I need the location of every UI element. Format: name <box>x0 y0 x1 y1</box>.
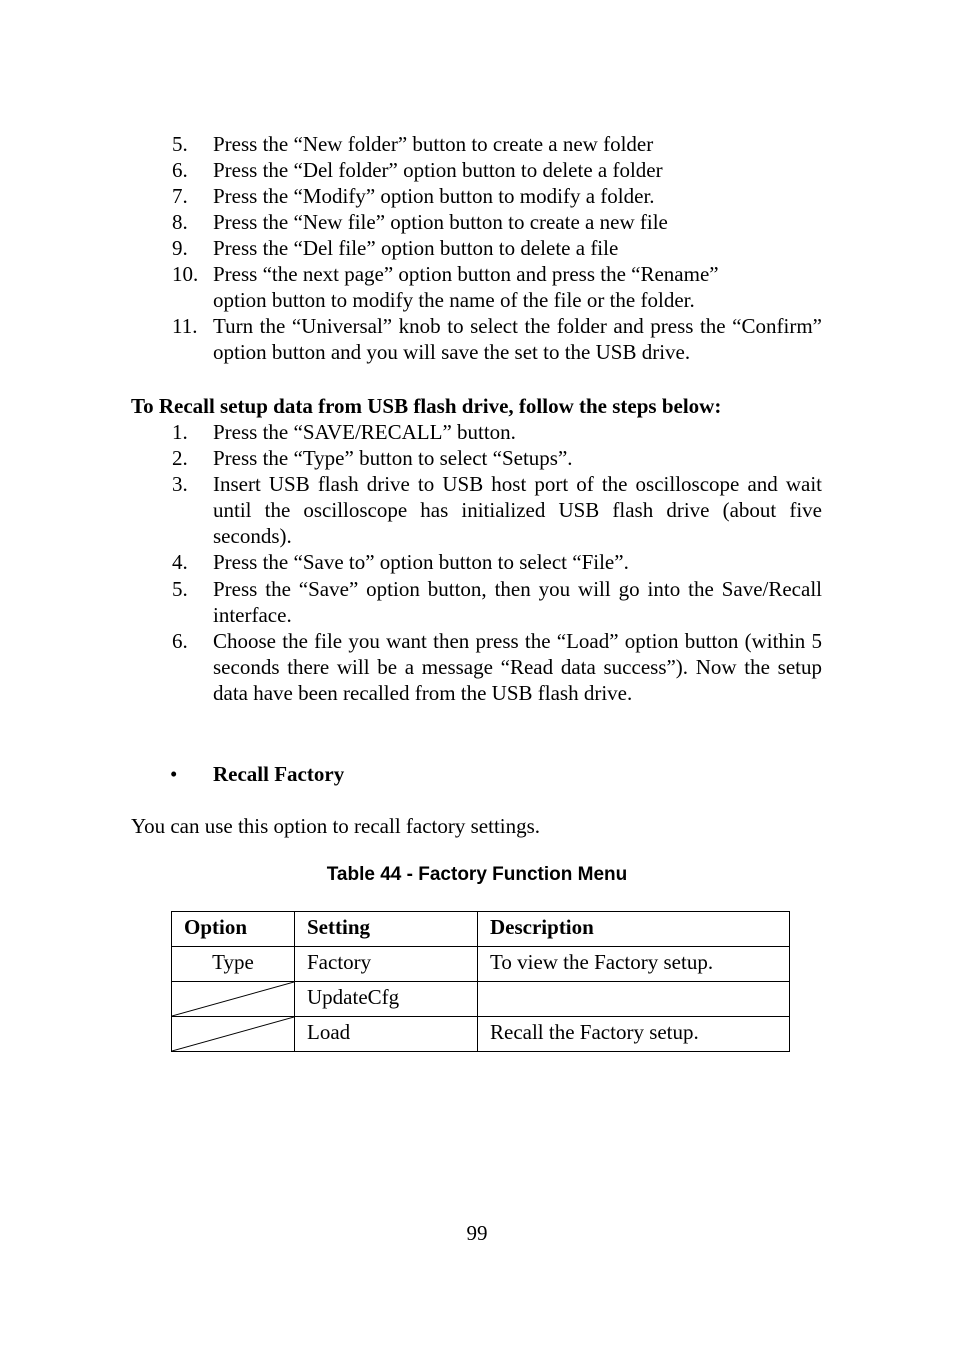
list-text: Press the “SAVE/RECALL” button. <box>213 420 516 444</box>
list-number: 6. <box>172 629 188 653</box>
table-header-row <box>172 912 790 947</box>
list-number: 5. <box>172 577 188 601</box>
table-cell: Factory <box>295 947 478 982</box>
list-number: 7. <box>172 184 188 208</box>
list-text: Insert USB flash drive to USB host port of the oscilloscope and wait until the oscilloscope has initialized USB flash drive (about five seconds). <box>213 472 822 548</box>
table-cell-diagonal <box>172 982 295 1017</box>
list-text: Choose the file you want then press the “Load” option button (within 5 seconds there will be a message “Read data success”). Now the setup data have been recalled from the USB flash drive. <box>213 629 822 705</box>
list-number: 11. <box>172 314 198 338</box>
section-heading: To Recall setup data from USB flash drive, follow the steps below: <box>131 394 722 418</box>
page-number: 99 <box>466 1221 488 1245</box>
list-text: option button to modify the name of the file or the folder. <box>213 288 695 312</box>
list-number: 5. <box>172 132 188 156</box>
table-cell-diagonal <box>172 1017 295 1052</box>
table-header-cell: Setting <box>295 912 478 947</box>
list-text: Press the “Modify” option button to modify a folder. <box>213 184 655 208</box>
table-caption: Table 44 - Factory Function Menu <box>326 864 628 885</box>
bullet-icon: • <box>170 762 178 786</box>
table-header-cell: Option <box>172 912 295 947</box>
section-title: Recall Factory <box>213 762 345 786</box>
list-text: Press the “Del file” option button to delete a file <box>213 236 619 260</box>
table-cell: UpdateCfg <box>295 982 478 1017</box>
list-text: Press the “Save” option button, then you will go into the Save/Recall interface. <box>213 577 822 627</box>
factory-function-table <box>171 911 790 1052</box>
list-number: 2. <box>172 446 188 470</box>
body-paragraph: You can use this option to recall factory settings. <box>131 814 541 838</box>
table-row <box>172 947 790 982</box>
list-text: Press the “Type” button to select “Setups”. <box>213 446 573 470</box>
list-number: 8. <box>172 210 188 234</box>
list-number: 6. <box>172 158 188 182</box>
list-text: Press the “Del folder” option button to delete a folder <box>213 158 663 182</box>
list-number: 10. <box>172 262 199 286</box>
table-cell <box>478 982 790 1017</box>
list-text: Turn the “Universal” knob to select the folder and press the “Confirm” option button and you will save the set to the USB drive. <box>213 314 822 364</box>
table-row <box>172 1017 790 1052</box>
table-header-cell: Description <box>478 912 790 947</box>
table-cell: Type <box>172 947 295 982</box>
list-number: 9. <box>172 236 188 260</box>
list-number: 4. <box>172 550 188 574</box>
table-cell: Load <box>295 1017 478 1052</box>
table-cell: To view the Factory setup. <box>478 947 790 982</box>
table-row <box>172 982 790 1017</box>
list-text: Press the “New file” option button to create a new file <box>213 210 668 234</box>
list-text: Press the “Save to” option button to select “File”. <box>213 550 629 574</box>
list-number: 3. <box>172 472 188 496</box>
table-cell: Recall the Factory setup. <box>478 1017 790 1052</box>
list-number: 1. <box>172 420 188 444</box>
list-text: Press the “New folder” button to create a new folder <box>213 132 654 156</box>
list-text: Press “the next page” option button and press the “Rename” <box>213 262 719 286</box>
